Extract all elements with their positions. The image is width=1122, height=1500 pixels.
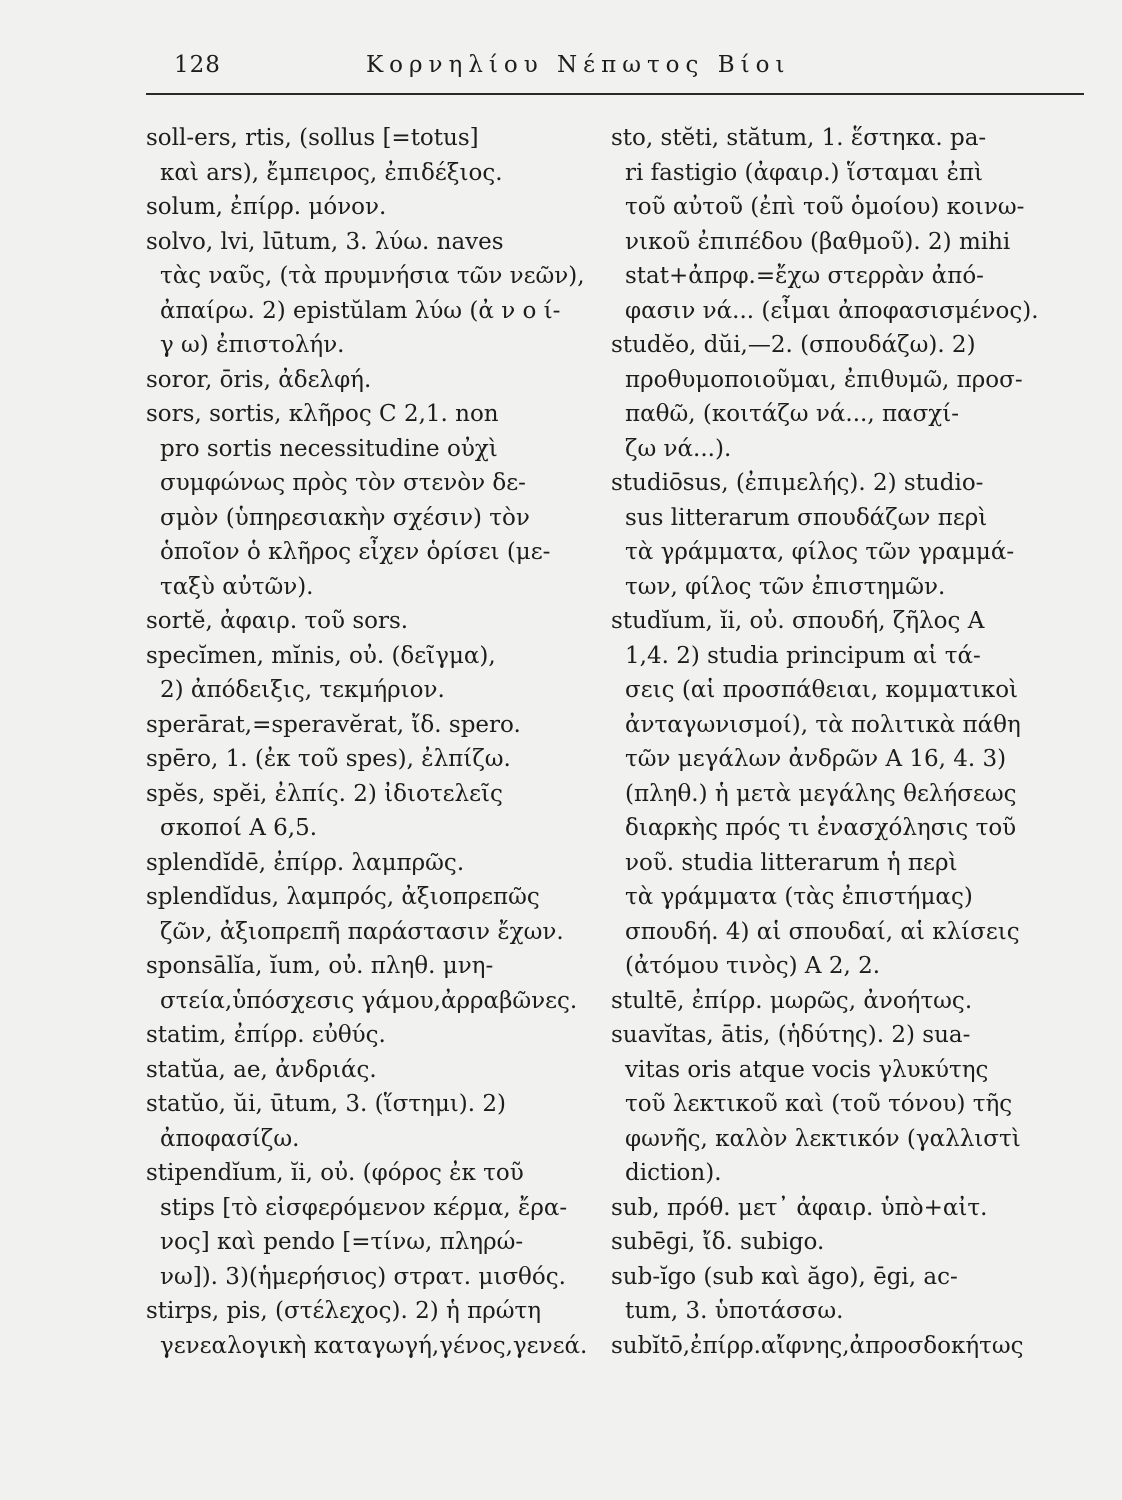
text-line: sponsālĭa, ĭum, οὐ. πληθ. μνη- bbox=[146, 953, 494, 979]
text-line: γενεαλογικὴ καταγωγή,γένος,γενεά. bbox=[160, 1332, 588, 1359]
text-line: ri fastigio (ἀφαιρ.) ἵσταμαι ἐπὶ bbox=[625, 159, 984, 186]
text-line: φασιν νά... (εἶμαι ἀποφασισμένος). bbox=[625, 297, 1039, 324]
text-line: sortĕ, ἀφαιρ. τοῦ sors. bbox=[146, 608, 409, 634]
text-line: splendĭdus, λαμπρός, ἀξιοπρεπῶς bbox=[146, 884, 540, 910]
text-line: subēgi, ἴδ. subigo. bbox=[611, 1229, 825, 1255]
text-line: γ ω) ἐπιστολήν. bbox=[160, 332, 345, 358]
text-line: (ἀτόμου τινὸς) A 2, 2. bbox=[625, 953, 881, 979]
page-number: 128 bbox=[174, 52, 221, 78]
text-line: sto, stĕti, stătum, 1. ἕστηκα. pa- bbox=[611, 125, 987, 151]
text-line: στεία,ὑπόσχεσις γάμου,ἀρραβῶνες. bbox=[160, 987, 578, 1014]
text-line: statŭa, ae, ἀνδριάς. bbox=[146, 1056, 377, 1083]
text-line: των, φίλος τῶν ἐπιστημῶν. bbox=[625, 573, 946, 600]
text-line: sub-ĭgo (sub καὶ ăgo), ēgi, ac- bbox=[611, 1263, 958, 1290]
text-line: νος] καὶ pendo [=τίνω, πληρώ- bbox=[160, 1229, 524, 1255]
text-line: sors, sortis, κλῆρος C 2,1. non bbox=[146, 401, 499, 427]
text-line: stipendĭum, ĭi, οὐ. (φόρος ἐκ τοῦ bbox=[146, 1160, 524, 1186]
text-line: συμφώνως πρὸς τὸν στενὸν δε- bbox=[160, 470, 526, 496]
text-line: καὶ ars), ἔμπειρος, ἐπιδέξιος. bbox=[160, 159, 503, 186]
text-line: tum, 3. ὑποτάσσω. bbox=[625, 1298, 844, 1324]
text-line: τοῦ λεκτικοῦ καὶ (τοῦ τόνου) τῆς bbox=[625, 1091, 1013, 1117]
text-line: ἀνταγωνισμοί), τὰ πολιτικὰ πάθη bbox=[625, 711, 1021, 738]
text-line: τῶν μεγάλων ἀνδρῶν A 16, 4. 3) bbox=[625, 746, 1007, 772]
left-column bbox=[146, 121, 606, 1451]
text-line: τὰ γράμματα, φίλος τῶν γραμμά- bbox=[625, 539, 1015, 565]
text-line: νω]). 3)(ἡμερήσιος) στρατ. μισθός. bbox=[160, 1263, 566, 1290]
text-line: διαρκὴς πρός τι ἐνασχόλησις τοῦ bbox=[625, 815, 1017, 841]
text-line: 2) ἀπόδειξις, τεκμήριον. bbox=[160, 677, 445, 703]
text-line: splendĭdē, ἐπίρρ. λαμπρῶς. bbox=[146, 849, 465, 876]
text-line: ἀποφασίζω. bbox=[160, 1125, 300, 1152]
text-line: (πληθ.) ἡ μετὰ μεγάλης θελήσεως bbox=[625, 780, 1017, 807]
text-line: τὰ γράμματα (τὰς ἐπιστήμας) bbox=[625, 884, 973, 910]
text-line: sub, πρόθ. μετ᾽ ἀφαιρ. ὑπὸ+αἰτ. bbox=[611, 1194, 988, 1221]
text-line: statim, ἐπίρρ. εὐθύς. bbox=[146, 1022, 386, 1048]
text-line: soll-ers, rtis, (sollus [=totus] bbox=[146, 125, 479, 151]
text-line: stat+ἀπρφ.=ἔχω στερρὰν ἀπό- bbox=[625, 263, 984, 289]
header-rule bbox=[146, 93, 1084, 95]
text-line: σμὸν (ὑπηρεσιακὴν σχέσιν) τὸν bbox=[160, 504, 530, 531]
text-line: studĕo, dŭi,—2. (σπουδάζω). 2) bbox=[611, 332, 976, 358]
text-line: solvo, lvi, lūtum, 3. λύω. naves bbox=[146, 228, 504, 255]
text-line: ἀπαίρω. 2) epistŭlam λύω (ἀ ν ο ί- bbox=[160, 297, 561, 324]
text-line: stultē, ἐπίρρ. μωρῶς, ἀνοήτως. bbox=[611, 987, 973, 1014]
text-line: νοῦ. studia litterarum ἡ περὶ bbox=[625, 849, 958, 876]
text-line: suavĭtas, ātis, (ἡδύτης). 2) sua- bbox=[611, 1022, 971, 1048]
text-line: studĭum, ĭi, οὐ. σπουδή, ζῆλος A bbox=[611, 608, 985, 634]
text-line: specĭmen, mĭnis, οὐ. (δεῖγμα), bbox=[146, 642, 496, 669]
text-line: σκοποί A 6,5. bbox=[160, 815, 318, 841]
text-line: diction). bbox=[625, 1160, 722, 1186]
text-line: τοῦ αὐτοῦ (ἐπὶ τοῦ ὁμοίου) κοινω- bbox=[625, 194, 1025, 220]
text-line: προθυμοποιοῦμαι, ἐπιθυμῶ, προσ- bbox=[625, 366, 1023, 393]
text-line: spĕs, spĕi, ἐλπίς. 2) ἰδιοτελεῖς bbox=[146, 780, 503, 807]
page-header bbox=[146, 52, 1084, 92]
text-line: soror, ōris, ἀδελφή. bbox=[146, 366, 372, 393]
right-column bbox=[611, 121, 1071, 1451]
text-line: spēro, 1. (ἐκ τοῦ spes), ἐλπίζω. bbox=[146, 746, 511, 772]
text-line: παθῶ, (κοιτάζω νά..., πασχί- bbox=[625, 401, 960, 427]
text-line: σεις (αἱ προσπάθειαι, κομματικοὶ bbox=[625, 677, 1019, 703]
running-title: Κορνηλίου Νέπωτος Βίοι bbox=[366, 52, 791, 78]
text-line: pro sortis necessitudine οὐχὶ bbox=[160, 435, 498, 462]
text-line: τὰς ναῦς, (τὰ πρυμνήσια τῶν νεῶν), bbox=[160, 263, 585, 289]
text-line: solum, ἐπίρρ. μόνον. bbox=[146, 194, 387, 220]
text-line: subĭtō,ἐπίρρ.αἴφνης,ἀπροσδοκήτως bbox=[611, 1332, 1024, 1359]
text-line: stirps, pis, (στέλεχος). 2) ἡ πρώτη bbox=[146, 1298, 542, 1324]
text-line: ζῶν, ἀξιοπρεπῆ παράστασιν ἔχων. bbox=[160, 918, 564, 945]
text-line: 1,4. 2) studia principum αἱ τά- bbox=[625, 642, 981, 669]
text-line: vitas oris atque vocis γλυκύτης bbox=[625, 1056, 989, 1083]
text-line: φωνῆς, καλὸν λεκτικόν (γαλλιστὶ bbox=[625, 1125, 1021, 1152]
text-line: sus litterarum σπουδάζων περὶ bbox=[625, 504, 988, 531]
text-line: σπουδή. 4) αἱ σπουδαί, αἱ κλίσεις bbox=[625, 918, 1020, 945]
text-line: ζω νά...). bbox=[625, 435, 732, 462]
text-line: ταξὺ αὐτῶν). bbox=[160, 573, 314, 600]
text-line: ὁποῖον ὁ κλῆρος εἶχεν ὁρίσει (με- bbox=[160, 539, 551, 565]
text-line: stips [τὸ εἰσφερόμενον κέρμα, ἔρα- bbox=[160, 1194, 568, 1221]
text-line: studiōsus, (ἐπιμελής). 2) studio- bbox=[611, 470, 984, 496]
text-line: sperārat,=speravĕrat, ἴδ. spero. bbox=[146, 711, 521, 738]
text-line: νικοῦ ἐπιπέδου (βαθμοῦ). 2) mihi bbox=[625, 228, 1011, 255]
text-line: statŭo, ŭi, ūtum, 3. (ἵστημι). 2) bbox=[146, 1091, 506, 1117]
